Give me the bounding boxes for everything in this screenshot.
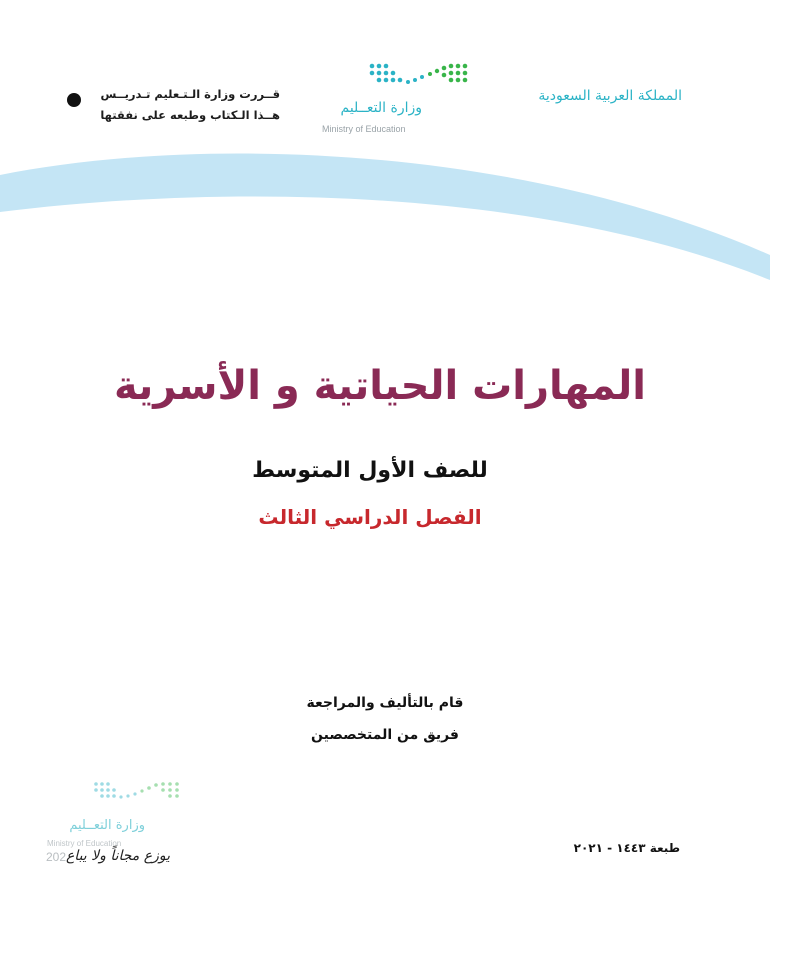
footer-ministry-name-arabic: وزارة التعــليم <box>69 818 145 833</box>
footer-ministry-name-english: Ministry of Education <box>47 839 122 848</box>
footer-year-fragment: 202 <box>46 850 67 864</box>
ministry-name-english: Ministry of Education <box>322 124 406 134</box>
authorship-label: قام بالتأليف والمراجعة <box>306 695 464 711</box>
ministry-decree <box>90 84 280 126</box>
kingdom-name: المملكة العربية السعودية <box>538 88 682 104</box>
book-title: المهارات الحياتية و الأسرية <box>113 363 647 409</box>
grade-level: للصف الأول المتوسط <box>252 458 488 483</box>
semester-label: الفصل الدراسي الثالث <box>258 505 482 529</box>
edition-label: طبعة ١٤٤٣ - ٢٠٢١ <box>573 841 680 855</box>
ministry-name-arabic: وزارة التعــليم <box>340 100 422 116</box>
decree-line-1: قــررت وزارة الـتـعليم تـدريــس <box>100 87 280 101</box>
free-distribution-notice: يوزع مجاناً ولا يباع <box>65 848 170 864</box>
bullet-dot-icon <box>67 93 81 107</box>
footer-ministry-logo-icon <box>92 780 187 804</box>
decree-line-2: هــذا الـكتاب وطبعه على نفقتها <box>100 108 280 122</box>
ministry-logo-dots-icon <box>364 60 474 100</box>
decorative-swoosh <box>0 140 800 290</box>
authors-team: فريق من المتخصصين <box>311 727 459 743</box>
